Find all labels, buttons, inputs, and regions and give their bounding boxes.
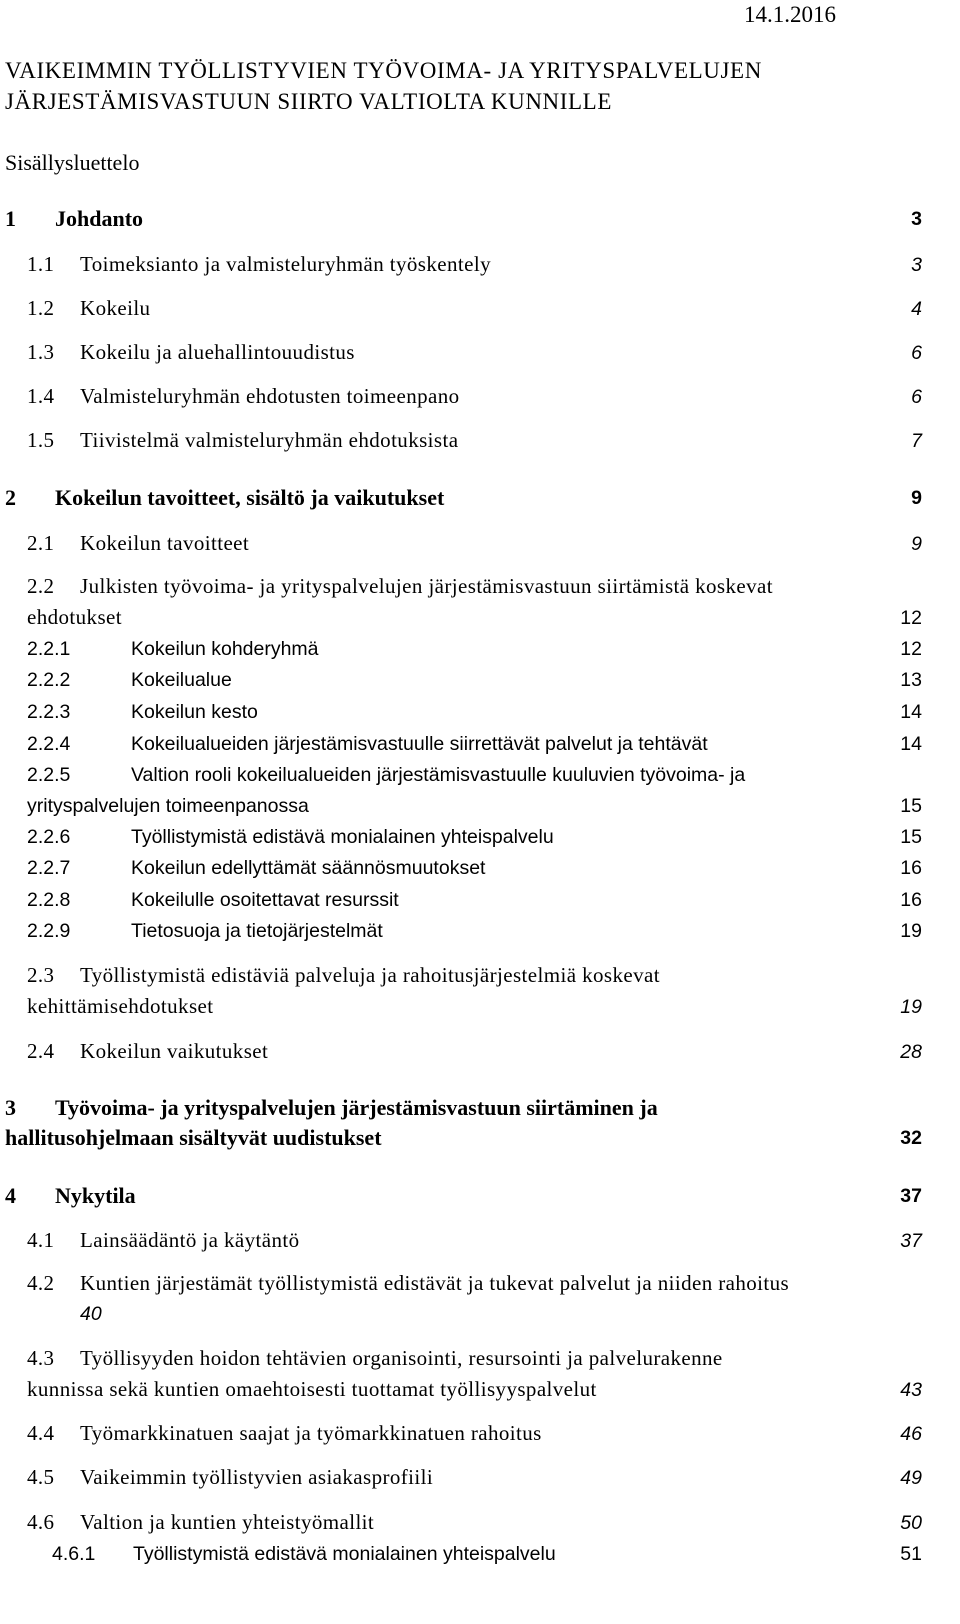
toc-page-number: 7 xyxy=(911,430,922,452)
toc-number: 2 xyxy=(5,485,16,510)
toc-title: Kokeilualue xyxy=(131,669,232,691)
toc-title: Tiivistelmä valmisteluryhmän ehdotuksista xyxy=(80,428,459,452)
toc-number: 1.5 xyxy=(27,428,55,452)
toc-title: Kokeilun edellyttämät säännösmuutokset xyxy=(131,857,486,879)
toc-number: 4.6 xyxy=(27,1510,55,1534)
toc-page-number: 43 xyxy=(900,1379,922,1401)
toc-number: 2.2.9 xyxy=(27,920,71,942)
toc-number: 4.2 xyxy=(27,1271,55,1295)
toc-number: 1.2 xyxy=(27,296,55,320)
toc-number: 2.2.4 xyxy=(27,733,71,755)
toc-number: 1.1 xyxy=(27,252,55,276)
toc-title-line-1: Julkisten työvoima- ja yrityspalvelujen järjestämisvastuun siirtämistä koskevat xyxy=(80,574,773,598)
toc-number: 1.4 xyxy=(27,384,55,408)
toc-page-number: 16 xyxy=(900,889,922,911)
toc-number: 4 xyxy=(5,1183,16,1208)
toc-title-line-2: kehittämisehdotukset xyxy=(27,994,214,1018)
toc-title: Johdanto xyxy=(55,206,144,231)
toc-title-line-1: Työllisyyden hoidon tehtävien organisointi, resursointi ja palvelurakenne xyxy=(80,1346,723,1370)
toc-title-line-1: Työvoima- ja yrityspalvelujen järjestämisvastuun siirtäminen ja xyxy=(55,1095,658,1120)
toc-title-line-2: yrityspalvelujen toimeenpanossa xyxy=(27,795,309,817)
toc-title: Kokeilun kohderyhmä xyxy=(131,638,319,660)
toc-title: Nykytila xyxy=(55,1183,136,1208)
toc-number: 2.2.8 xyxy=(27,889,71,911)
toc-title-line-1: Valtion rooli kokeilualueiden järjestämisvastuulle kuuluvien työvoima- ja xyxy=(131,764,746,786)
toc-page-number: 13 xyxy=(900,669,922,691)
toc-title: Toimeksianto ja valmisteluryhmän työskentely xyxy=(80,252,491,276)
toc-page-number: 40 xyxy=(80,1303,102,1325)
document-title-line-2: JÄRJESTÄMISVASTUUN SIIRTO VALTIOLTA KUNNILLE xyxy=(5,89,612,114)
toc-number: 4.6.1 xyxy=(52,1543,96,1565)
toc-page-number: 37 xyxy=(900,1185,922,1207)
toc-number: 4.4 xyxy=(27,1421,55,1445)
toc-page-number: 9 xyxy=(911,487,922,509)
toc-number: 2.1 xyxy=(27,531,55,555)
toc-page-number: 12 xyxy=(900,607,922,629)
toc-title: Työllistymistä edistävä monialainen yhteispalvelu xyxy=(133,1543,556,1565)
toc-title: Kokeilu xyxy=(80,296,151,320)
toc-page-number: 6 xyxy=(911,342,922,364)
toc-title: Kokeilun tavoitteet, sisältö ja vaikutukset xyxy=(55,485,445,510)
toc-page-number: 3 xyxy=(911,208,922,230)
toc-page-number: 14 xyxy=(900,701,922,723)
toc-title: Kokeilun tavoitteet xyxy=(80,531,250,555)
toc-title-line-2: kunnissa sekä kuntien omaehtoisesti tuottamat työllisyyspalvelut xyxy=(27,1377,597,1401)
toc-title: Kokeilulle osoitettavat resurssit xyxy=(131,889,399,911)
toc-title: Tietosuoja ja tietojärjestelmät xyxy=(131,920,383,942)
toc-page-number: 19 xyxy=(900,996,922,1018)
toc-page-number: 15 xyxy=(900,795,922,817)
toc-title: Vaikeimmin työllistyvien asiakasprofiili xyxy=(80,1465,434,1489)
toc-number: 2.4 xyxy=(27,1039,55,1063)
toc-number: 2.2.1 xyxy=(27,638,71,660)
toc-number: 2.2.3 xyxy=(27,701,71,723)
toc-number: 2.2 xyxy=(27,574,55,598)
toc-heading: Sisällysluettelo xyxy=(5,150,140,175)
toc-page-number: 19 xyxy=(900,920,922,942)
toc-number: 1.3 xyxy=(27,340,55,364)
toc-page-number: 15 xyxy=(900,826,922,848)
toc-title-line-1: Työllistymistä edistäviä palveluja ja rahoitusjärjestelmiä koskevat xyxy=(80,963,660,987)
toc-title: Työmarkkinatuen saajat ja työmarkkinatuen rahoitus xyxy=(80,1421,542,1445)
toc-number: 2.2.6 xyxy=(27,826,71,848)
document-date: 14.1.2016 xyxy=(744,2,836,27)
toc-page-number: 51 xyxy=(900,1543,922,1565)
toc-title: Valmisteluryhmän ehdotusten toimeenpano xyxy=(80,384,460,408)
toc-page-number: 9 xyxy=(911,533,922,555)
toc-number: 4.3 xyxy=(27,1346,55,1370)
toc-number: 1 xyxy=(5,206,16,231)
toc-title: Valtion ja kuntien yhteistyömallit xyxy=(80,1510,375,1534)
toc-number: 2.2.7 xyxy=(27,857,71,879)
toc-page-number: 12 xyxy=(900,638,922,660)
document-title-line-1: VAIKEIMMIN TYÖLLISTYVIEN TYÖVOIMA- JA YRITYSPALVELUJEN xyxy=(5,58,762,83)
toc-title-line-2: hallitusohjelmaan sisältyvät uudistukset xyxy=(5,1125,382,1150)
toc-number: 4.5 xyxy=(27,1465,55,1489)
toc-title: Kokeilun kesto xyxy=(131,701,258,723)
toc-title: Kuntien järjestämät työllistymistä edistävät ja tukevat palvelut ja niiden rahoitus xyxy=(80,1271,790,1295)
toc-number: 2.3 xyxy=(27,963,55,987)
toc-page-number: 14 xyxy=(900,733,922,755)
toc-page-number: 6 xyxy=(911,386,922,408)
toc-title-line-2: ehdotukset xyxy=(27,605,122,629)
toc-title: Lainsäädäntö ja käytäntö xyxy=(80,1228,300,1252)
toc-page-number: 3 xyxy=(911,254,922,276)
toc-page-number: 32 xyxy=(900,1127,922,1149)
toc-page-number: 16 xyxy=(900,857,922,879)
toc-page-number: 4 xyxy=(911,298,922,320)
toc-number: 4.1 xyxy=(27,1228,55,1252)
toc-page-number: 28 xyxy=(900,1041,922,1063)
toc-page-number: 49 xyxy=(900,1467,922,1489)
toc-number: 3 xyxy=(5,1095,16,1120)
toc-page-number: 50 xyxy=(900,1512,922,1534)
toc-number: 2.2.2 xyxy=(27,669,71,691)
toc-title: Työllistymistä edistävä monialainen yhteispalvelu xyxy=(131,826,554,848)
toc-page-number: 46 xyxy=(900,1423,922,1445)
toc-number: 2.2.5 xyxy=(27,764,71,786)
toc-page-number: 37 xyxy=(900,1230,922,1252)
toc-title: Kokeilualueiden järjestämisvastuulle siirrettävät palvelut ja tehtävät xyxy=(131,733,708,755)
toc-title: Kokeilu ja aluehallintouudistus xyxy=(80,340,355,364)
toc-title: Kokeilun vaikutukset xyxy=(80,1039,269,1063)
